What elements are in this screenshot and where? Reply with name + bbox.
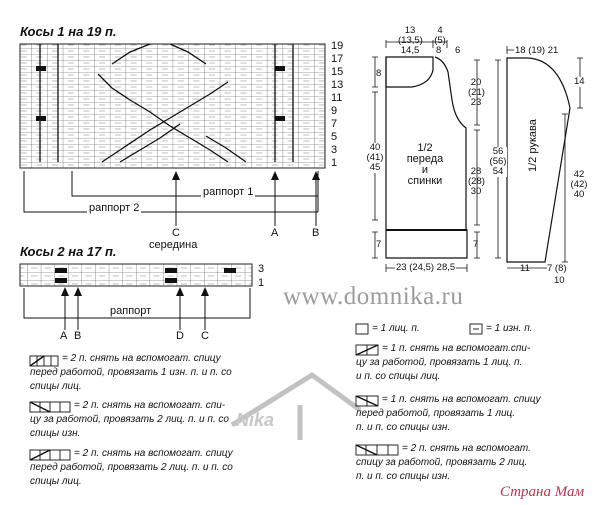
legend-line: цу за работой, провязать 2 лиц. п. и п. со	[30, 414, 229, 425]
legend-line: п. и п. со спицы изн.	[356, 422, 451, 433]
dim: 40	[369, 142, 381, 153]
chart1-grid	[20, 44, 325, 226]
marker-d: D	[176, 330, 184, 342]
legend-line: спицы лиц.	[30, 381, 82, 392]
legend-line: = 2 п. снять на вспомогат. спицу	[74, 448, 233, 459]
legend-line: п. и п. со спицы изн.	[356, 471, 451, 482]
dim: 8	[376, 68, 382, 79]
rapport-2-label: раппорт 2	[89, 202, 140, 214]
watermark: www.domnika.ru	[283, 283, 464, 310]
row-label: 15	[331, 66, 344, 78]
dim: (28)	[468, 176, 485, 187]
legend-line: спицу за работой, провязать 2 лиц.	[356, 457, 528, 468]
sleeve-pattern-shape	[507, 46, 583, 268]
dim: 23	[470, 97, 482, 108]
legend-line: спицы лиц.	[30, 476, 82, 487]
marker-a: A	[60, 330, 68, 342]
dim: 10	[554, 275, 565, 286]
legend-line: цу за работой, провязать 1 лиц. п.	[356, 357, 523, 368]
legend-right-1	[356, 342, 606, 384]
dim: 45	[369, 162, 381, 173]
dim: (41)	[366, 152, 384, 163]
legend-left-2	[30, 399, 330, 441]
rapport-label: раппорт	[110, 305, 152, 317]
side-dims	[468, 167, 484, 197]
legend-line: = 1 п. снять на вспомогат. спицу	[382, 394, 541, 405]
row-label: 3	[331, 144, 338, 156]
legend-purl: = 1 изн. п.	[486, 323, 533, 334]
label-line: переда	[406, 153, 444, 165]
row-label: 13	[331, 79, 344, 91]
dim: 8	[436, 45, 442, 56]
legend-line: = 2 п. снять на вспомогат.	[402, 443, 531, 454]
legend-line: = 1 п. снять на вспомогат.спи-	[382, 343, 531, 354]
dim: 28	[470, 166, 482, 177]
dim: (13,5)	[398, 35, 423, 46]
legend-line: перед работой, провязать 1 лиц.	[356, 408, 516, 419]
total-right-dims	[489, 147, 507, 177]
total-left-dims	[366, 143, 384, 173]
chart2-title: Косы 2 на 17 п.	[20, 244, 117, 259]
legend-line: и п. со спицы лиц.	[356, 371, 441, 382]
row-label: 9	[331, 105, 338, 117]
top-width-1	[398, 26, 422, 46]
body-piece-label	[402, 143, 448, 187]
legend-line: спицы изн.	[30, 428, 81, 439]
rapport-1-label: раппорт 1	[203, 186, 254, 198]
dim: (5)	[434, 35, 446, 46]
row-label: 11	[331, 92, 343, 104]
sleeve-piece-label: 1/2 рукава	[527, 119, 539, 172]
row-label: 7	[331, 118, 338, 130]
legend-right-2	[356, 393, 606, 435]
site-logo: Страна Мам	[500, 484, 585, 500]
legend-line: перед работой, провязать 1 изн. п. и п. со	[30, 367, 232, 378]
dim: 6	[455, 45, 461, 56]
dim: (42)	[570, 179, 588, 190]
dim: (56)	[489, 156, 507, 167]
dim: 23 (24,5) 28,5	[396, 262, 456, 273]
marker-c: C	[201, 330, 209, 342]
legend-knit: = 1 лиц. п.	[372, 323, 420, 334]
dim: 7	[376, 239, 382, 250]
legend-line: = 2 п. снять на вспомогат. спицу	[62, 353, 221, 364]
chart1-row-labels	[331, 41, 353, 169]
label-line: и	[421, 164, 429, 176]
dim: 42	[573, 169, 585, 180]
middle-label: середина	[149, 239, 198, 251]
dim: 4	[437, 25, 443, 36]
nika-logo-text: Nika	[236, 410, 275, 430]
row-label: 19	[331, 40, 344, 52]
dim: 30	[470, 186, 482, 197]
sleeve-length-dims	[570, 170, 588, 200]
dim: 14	[574, 76, 585, 87]
legend-line: = 2 п. снять на вспомогат. спи-	[74, 400, 226, 411]
dim: 56	[492, 146, 504, 157]
dim: 54	[492, 166, 504, 177]
row-label: 1	[258, 277, 265, 289]
dim: 7	[473, 239, 479, 250]
dim: 14,5	[398, 46, 422, 56]
legend-line: перед работой, провязать 2 лиц. п. и п. со	[30, 462, 233, 473]
chart2-grid	[20, 264, 252, 330]
legend-left-3	[30, 447, 330, 489]
row-label: 3	[258, 263, 265, 275]
row-label: 1	[331, 157, 338, 169]
dim: 40	[573, 189, 585, 200]
marker-b: B	[312, 227, 320, 239]
row-label: 5	[331, 131, 338, 143]
label-line: спинки	[407, 175, 443, 187]
dim: 13	[404, 25, 416, 36]
marker-c: C	[172, 227, 180, 239]
dim: 7 (8)	[547, 263, 567, 274]
dim: 11	[520, 263, 530, 274]
label-line: 1/2	[417, 142, 433, 154]
marker-b: B	[74, 330, 82, 342]
marker-a: A	[271, 227, 279, 239]
dim: 20	[470, 77, 482, 88]
legend-right-3	[356, 442, 606, 484]
top-width-2	[433, 26, 447, 46]
armhole-dims	[468, 78, 484, 108]
chart1-title: Косы 1 на 19 п.	[20, 24, 117, 39]
dim: (21)	[468, 87, 485, 98]
row-label: 17	[331, 53, 344, 65]
legend-left-1	[30, 352, 330, 394]
dim: 18 (19) 21	[515, 45, 559, 56]
